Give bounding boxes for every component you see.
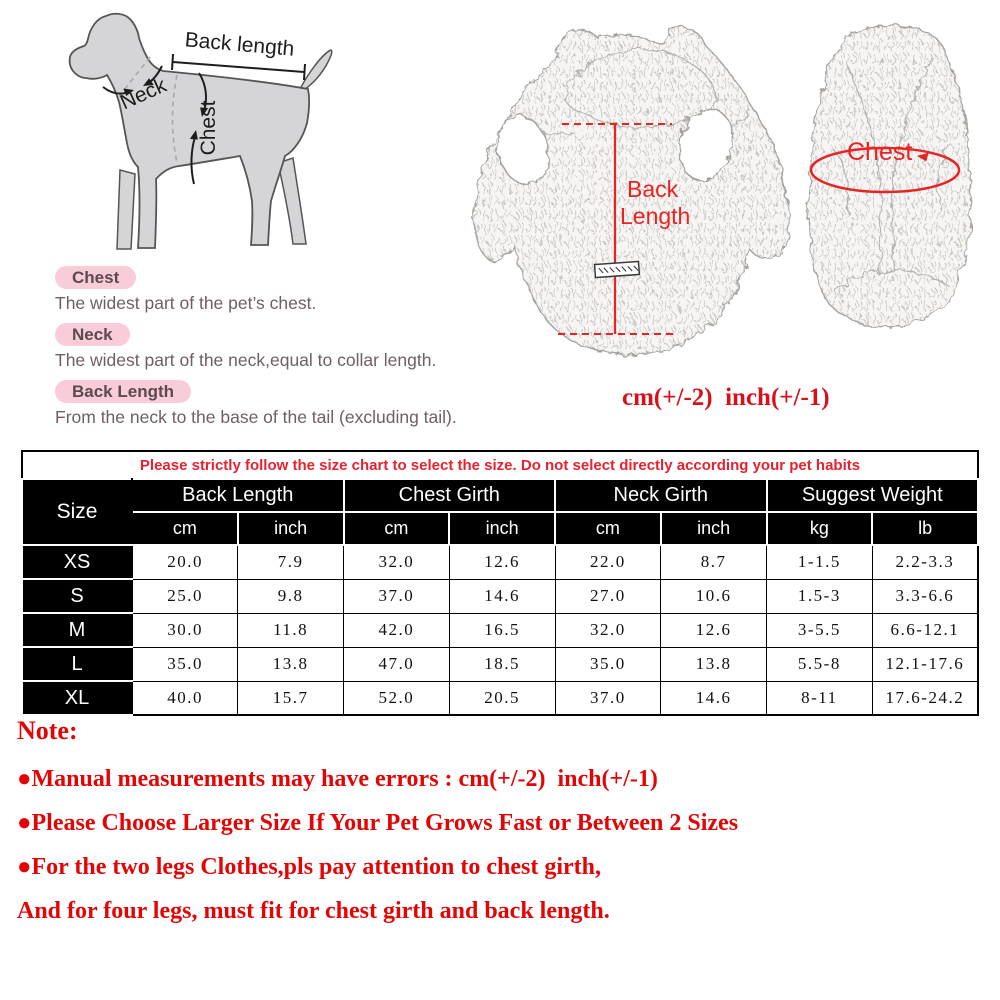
garment-front-fur-texture <box>809 26 971 327</box>
dog-neck-label: Neck <box>116 73 170 115</box>
chest-definition-text: The widest part of the pet’s chest. <box>55 293 317 313</box>
table-cell: 30.0 <box>132 613 238 647</box>
note-item: ●Manual measurements may have errors : cm(+/-2) inch(+/-1) <box>17 766 658 792</box>
dog-far-rear-leg <box>278 158 306 244</box>
table-cell: 42.0 <box>344 613 450 647</box>
table-row <box>22 545 978 579</box>
neck-definition-text: The widest part of the neck,equal to collar length. <box>55 350 437 370</box>
table-notice: Please strictly follow the size chart to select the size. Do not select directly according your pet habits <box>22 451 978 479</box>
size-label: XS <box>22 545 132 579</box>
back-length-definition-text: From the neck to the base of the tail (excluding tail). <box>55 407 457 427</box>
size-label: S <box>22 579 132 613</box>
chest-girth-group-header: Chest Girth <box>344 479 556 512</box>
dog-measurement-diagram <box>70 14 332 249</box>
garment-back-length-label-1: Back <box>627 176 679 202</box>
unit-header: cm <box>555 512 661 545</box>
table-cell: 12.1-17.6 <box>872 647 978 681</box>
table-row <box>22 579 978 613</box>
back-length-group-header: Back Length <box>132 479 344 512</box>
table-cell: 7.9 <box>238 545 344 579</box>
definition-chest <box>55 266 525 316</box>
table-cell: 16.5 <box>449 613 555 647</box>
dog-chest-label: Chest <box>197 100 220 156</box>
unit-header: cm <box>344 512 450 545</box>
table-cell: 1.5-3 <box>767 579 873 613</box>
table-cell: 37.0 <box>555 681 661 715</box>
table-cell: 40.0 <box>132 681 238 715</box>
table-row <box>22 681 978 715</box>
table-cell: 1-1.5 <box>767 545 873 579</box>
definition-back-length <box>55 380 525 430</box>
garment-back-length-label-2: Length <box>620 203 691 229</box>
size-label: M <box>22 613 132 647</box>
note-item: ●Please Choose Larger Size If Your Pet Grows Fast or Between 2 Sizes <box>17 810 739 836</box>
unit-header: lb <box>872 512 978 545</box>
definition-neck <box>55 323 525 373</box>
table-row <box>22 647 978 681</box>
chest-pill: Chest <box>55 266 136 289</box>
dog-far-front-leg <box>117 170 135 249</box>
table-cell: 27.0 <box>555 579 661 613</box>
measurement-definitions <box>55 266 525 437</box>
note-item: And for four legs, must fit for chest girth and back length. <box>17 898 610 924</box>
table-cell: 14.6 <box>661 681 767 715</box>
table-cell: 12.6 <box>661 613 767 647</box>
notes-heading: Note: <box>17 716 78 745</box>
neck-pill: Neck <box>55 323 130 346</box>
tolerance-note: cm(+/-2) inch(+/-1) <box>622 384 830 411</box>
table-cell: 5.5-8 <box>767 647 873 681</box>
size-chart-table <box>21 450 979 716</box>
unit-header: kg <box>767 512 873 545</box>
neck-girth-group-header: Neck Girth <box>555 479 767 512</box>
table-group-header-row <box>22 479 978 512</box>
unit-header: inch <box>661 512 767 545</box>
table-cell: 20.5 <box>449 681 555 715</box>
table-cell: 22.0 <box>555 545 661 579</box>
unit-header: inch <box>449 512 555 545</box>
unit-header: cm <box>132 512 238 545</box>
table-cell: 35.0 <box>132 647 238 681</box>
table-cell: 47.0 <box>344 647 450 681</box>
table-cell: 32.0 <box>344 545 450 579</box>
table-cell: 52.0 <box>344 681 450 715</box>
table-cell: 17.6-24.2 <box>872 681 978 715</box>
table-cell: 35.0 <box>555 647 661 681</box>
note-item: ●For the two legs Clothes,pls pay attention to chest girth, <box>17 854 602 880</box>
garment-front-view <box>809 26 971 327</box>
table-cell: 14.6 <box>449 579 555 613</box>
table-cell: 9.8 <box>238 579 344 613</box>
table-cell: 18.5 <box>449 647 555 681</box>
table-cell: 8-11 <box>767 681 873 715</box>
size-label: L <box>22 647 132 681</box>
size-label: XL <box>22 681 132 715</box>
table-cell: 6.6-12.1 <box>872 613 978 647</box>
table-cell: 15.7 <box>238 681 344 715</box>
unit-header: inch <box>238 512 344 545</box>
garment-front-chest-label: Chest <box>847 138 913 166</box>
table-cell: 20.0 <box>132 545 238 579</box>
table-cell: 10.6 <box>661 579 767 613</box>
table-notice-row <box>22 451 978 479</box>
back-length-pill: Back Length <box>55 380 191 403</box>
table-cell: 13.8 <box>661 647 767 681</box>
size-column-header: Size <box>22 479 132 545</box>
table-cell: 13.8 <box>238 647 344 681</box>
table-cell: 2.2-3.3 <box>872 545 978 579</box>
table-cell: 37.0 <box>344 579 450 613</box>
notes-section <box>17 716 977 942</box>
table-row <box>22 613 978 647</box>
dog-back-length-label: Back length <box>183 28 296 61</box>
table-cell: 3.3-6.6 <box>872 579 978 613</box>
table-unit-header-row <box>22 512 978 545</box>
garment-brand-tag <box>595 261 640 277</box>
table-cell: 32.0 <box>555 613 661 647</box>
table-cell: 12.6 <box>449 545 555 579</box>
table-cell: 3-5.5 <box>767 613 873 647</box>
table-cell: 25.0 <box>132 579 238 613</box>
suggest-weight-group-header: Suggest Weight <box>767 479 979 512</box>
table-cell: 11.8 <box>238 613 344 647</box>
table-cell: 8.7 <box>661 545 767 579</box>
